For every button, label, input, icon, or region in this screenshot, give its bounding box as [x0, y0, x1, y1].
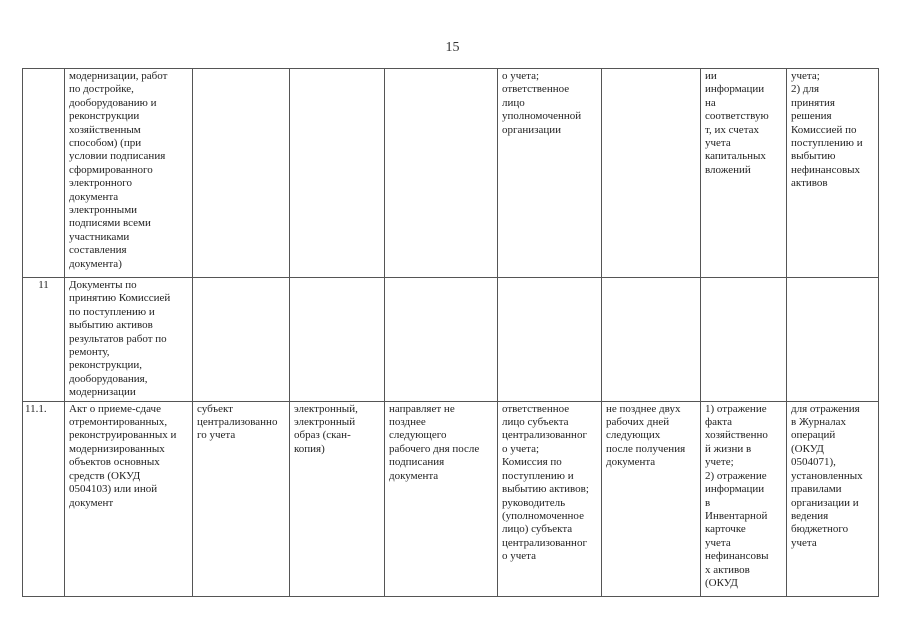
cell-text: учета; 2) для принятия решения Комиссией по поступлению и выбытию нефинансовых активов	[791, 70, 863, 190]
table-cell	[602, 69, 701, 278]
row-number-cell: 11.1.	[23, 401, 65, 596]
table-cell	[65, 69, 193, 278]
row-number-cell	[23, 69, 65, 278]
cell-text: электронный, электронный образ (скан- копия)	[294, 402, 358, 455]
table-cell	[701, 401, 787, 596]
cell-text: ии информации на соответствую т, их счетах учета капитальных вложений	[705, 70, 769, 176]
cell-text: направляет не позднее следующего рабочего дня после подписания документа	[389, 402, 480, 482]
cell-text: Акт о приеме-сдаче отремонтированных, реконструированных и модернизированных объектов основных средств (ОКУД 0504103) или иной документ	[69, 402, 177, 509]
table-cell	[290, 278, 385, 402]
table-row	[23, 401, 879, 596]
page-number: 15	[445, 40, 460, 55]
table-cell	[65, 278, 193, 402]
table-cell	[193, 278, 290, 402]
table-cell	[193, 69, 290, 278]
table-cell	[701, 278, 787, 402]
table-cell	[385, 401, 498, 596]
table-row	[23, 69, 879, 278]
table-row	[23, 278, 879, 402]
table-cell	[385, 278, 498, 402]
cell-text: о учета; ответственное лицо уполномоченной организации	[502, 70, 582, 136]
document-table	[22, 68, 879, 597]
cell-text: для отражения в Журналах операций (ОКУД 0504071), установленных правилами организации и ведения бюджетного учета	[791, 402, 863, 549]
table-cell	[385, 69, 498, 278]
table-cell	[602, 401, 701, 596]
table-cell	[290, 69, 385, 278]
table-cell	[498, 278, 602, 402]
cell-text: субъект централизованно го учета	[197, 402, 278, 442]
cell-text: модернизации, работ по достройке, дооборудованию и реконструкции хозяйственным способом) (при условии подписания сформированного электронного документа электронными подписями всеми участниками составления документа)	[69, 70, 168, 270]
row-number-cell: 11	[23, 278, 65, 402]
cell-text: 1) отражение факта хозяйственно й жизни в учете; 2) отражение информации в Инвентарной карточке учета нефинансовы х активов (ОКУД	[705, 402, 769, 589]
cell-text: не позднее двух рабочих дней следующих после получения документа	[606, 402, 686, 469]
table-cell	[787, 401, 879, 596]
table-cell	[65, 401, 193, 596]
table-cell	[193, 401, 290, 596]
table-cell	[701, 69, 787, 278]
table-cell	[602, 278, 701, 402]
table-cell	[290, 401, 385, 596]
table-cell	[787, 69, 879, 278]
table-cell	[787, 278, 879, 402]
table-cell	[498, 69, 602, 278]
table-cell	[498, 401, 602, 596]
cell-text: ответственное лицо субъекта централизованног о учета; Комиссия по поступлению и выбытию активов; руководитель (уполномоченное лицо) субъекта централизованног о учета	[502, 402, 589, 563]
cell-text: Документы по принятию Комиссией по поступлению и выбытию активов результатов работ по ремонту, реконструкции, дооборудования, модернизации	[69, 279, 171, 399]
